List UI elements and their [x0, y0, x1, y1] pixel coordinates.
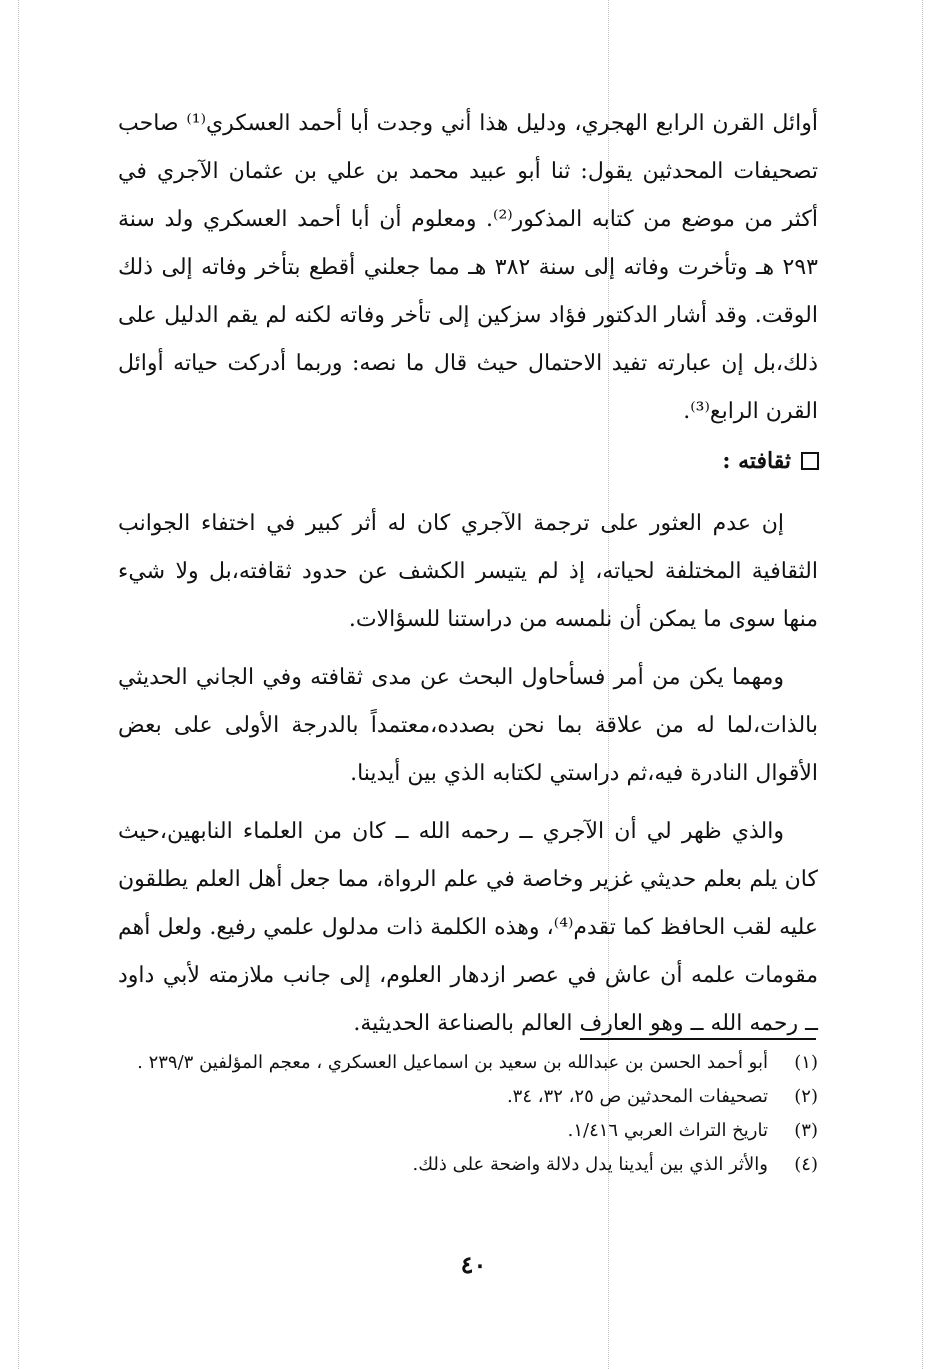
square-bullet-icon — [801, 452, 819, 470]
footnote-number: (١) — [794, 1052, 818, 1073]
footnote-text: تصحيفات المحدثين ص ٢٥، ٣٢، ٣٤. — [506, 1086, 768, 1107]
intro-paragraph-block — [118, 100, 818, 436]
footnote-divider — [580, 1038, 816, 1040]
footnote-number: (٣) — [794, 1120, 818, 1141]
paragraph: ومهما يكن من أمر فسأحاول البحث عن مدى ثقافته وفي الجاني الحديثي بالذات،لما له من علاقة بما نحن بصدده،معتمداً بالدرجة الأولى على بعض الأقوال النادرة فيه،ثم دراستي لكتابه الذي بين أيدينا. — [118, 665, 818, 786]
footnotes — [118, 1046, 818, 1182]
scan-artifact-line — [18, 0, 19, 1369]
paragraph: والذي ظهر لي أن الآجري ــ رحمه الله ــ كان من العلماء النابهين،حيث كان يلم بعلم حديثي غزير وخاصة في علم الرواة، مما جعل أهل العلم يطلقون عليه لقب الحافظ كما تقدم⁽⁴⁾، وهذه الكلمة ذات مدلول علمي رفيع. ولعل أهم مقومات علمه أن عاش في عصر ازدهار العلوم، إلى جانب ملازمته لأبي داود ــ رحمه الله ــ وهو العارف العالم بالصناعة الحديثية. — [118, 819, 819, 1036]
footnote-item — [118, 1114, 818, 1148]
body-paragraphs — [118, 500, 818, 1048]
footnote-number: (٤) — [794, 1154, 818, 1175]
footnote-text: تاريخ التراث العربي ١/٤١٦. — [567, 1120, 768, 1141]
paragraph: إن عدم العثور على ترجمة الآجري كان له أثر كبير في اختفاء الجوانب الثقافية المختلفة لحياته، إذ لم يتيسر الكشف عن حدود ثقافته،بل ولا شيء منها سوى ما يمكن أن نلمسه من دراستنا للسؤالات. — [118, 511, 818, 632]
footnote-text: والأثر الذي بين أيدينا يدل دلالة واضحة على ذلك. — [412, 1154, 768, 1175]
footnote-item — [118, 1080, 818, 1114]
footnote-item — [118, 1046, 818, 1080]
footnote-number: (٢) — [794, 1086, 818, 1107]
page-number: ٤٠ — [460, 1250, 487, 1279]
scan-artifact-line — [922, 0, 923, 1369]
footnote-item — [118, 1148, 818, 1182]
intro-paragraph: أوائل القرن الرابع الهجري، ودليل هذا أني وجدت أبا أحمد العسكري⁽¹⁾ صاحب تصحيفات المحدثين يقول: ثنا أبو عبيد محمد بن علي بن عثمان الآجري في أكثر من موضع من كتابه المذكور⁽²⁾. ومعلوم أن أبا أحمد العسكري ولد سنة ٢٩٣ هـ وتأخرت وفاته إلى سنة ٣٨٢ هـ مما جعلني أقطع بتأخر وفاته إلى ذلك الوقت. وقد أشار الدكتور فؤاد سزكين إلى تأخر وفاته لكنه لم يقم الدليل على ذلك،بل إن عبارته تفيد الاحتمال حيث قال ما نصه: وربما أدركت حياته أوائل القرن الرابع⁽³⁾. — [118, 111, 818, 424]
section-heading-text: ثقافته : — [722, 448, 791, 474]
footnote-text: أبو أحمد الحسن بن عبدالله بن سعيد بن اسماعيل العسكري ، معجم المؤلفين ٢٣٩/٣ . — [137, 1052, 768, 1073]
section-heading — [722, 448, 819, 474]
